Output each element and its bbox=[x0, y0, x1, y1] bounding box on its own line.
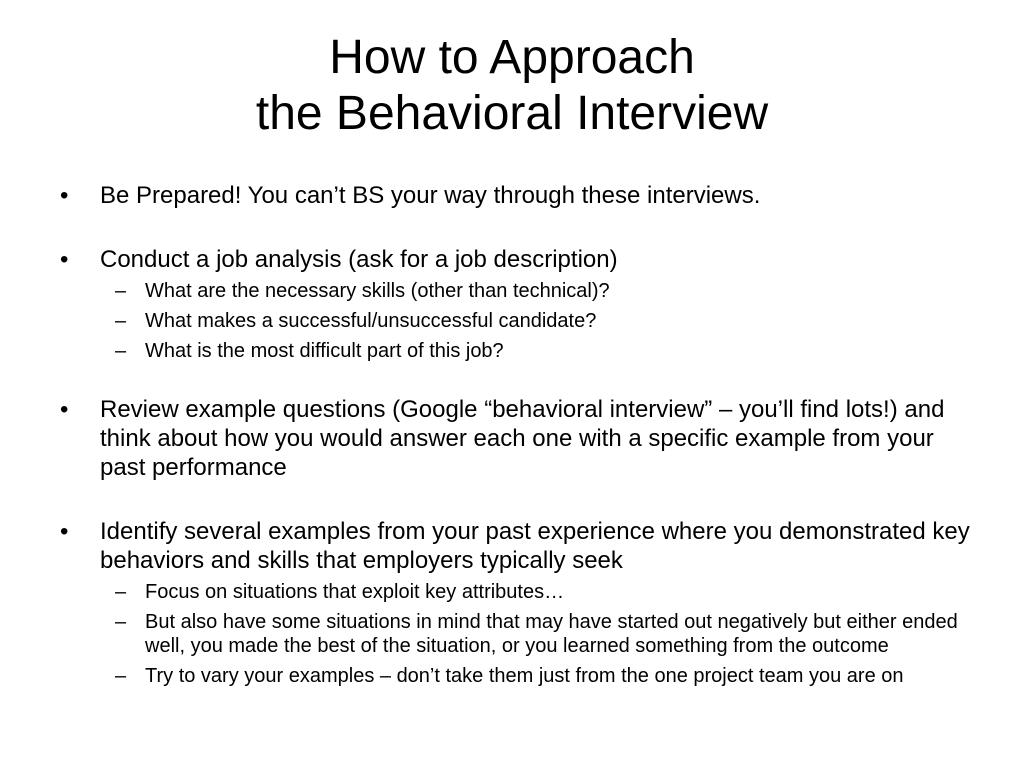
bullet-text: Conduct a job analysis (ask for a job description) bbox=[100, 246, 618, 273]
slide-title-line-1: How to Approach bbox=[329, 31, 695, 84]
sub-bullet-item bbox=[100, 339, 980, 363]
sub-bullet-item bbox=[100, 580, 980, 604]
sub-bullet-marker: – bbox=[115, 310, 127, 332]
sub-bullet-item bbox=[100, 309, 980, 333]
sub-bullet-list bbox=[100, 580, 980, 688]
bullet-item bbox=[60, 395, 980, 482]
sub-bullet-marker: – bbox=[115, 611, 127, 633]
sub-bullet-list bbox=[100, 279, 980, 363]
sub-bullet-item bbox=[100, 610, 980, 658]
slide-title bbox=[0, 30, 1024, 142]
sub-bullet-text: But also have some situations in mind that may have started out negatively but either ended well, you made the best of the situation, or you learned something from the outcome bbox=[145, 611, 958, 657]
bullet-marker: • bbox=[60, 246, 69, 273]
slide-title-line-2: the Behavioral Interview bbox=[255, 87, 769, 140]
bullet-marker: • bbox=[60, 518, 69, 545]
bullet-text: Review example questions (Google “behavioral interview” – you’ll find lots!) and think about how you would answer each one with a specific example from your past performance bbox=[100, 396, 945, 481]
sub-bullet-marker: – bbox=[115, 280, 127, 302]
sub-bullet-text: What are the necessary skills (other than technical)? bbox=[145, 280, 610, 302]
sub-bullet-item bbox=[100, 279, 980, 303]
bullet-marker: • bbox=[60, 396, 69, 423]
bullet-list bbox=[60, 181, 980, 720]
sub-bullet-marker: – bbox=[115, 581, 127, 603]
bullet-item bbox=[60, 517, 980, 688]
sub-bullet-text: What makes a successful/unsuccessful candidate? bbox=[145, 310, 597, 332]
bullet-marker: • bbox=[60, 182, 69, 209]
sub-bullet-text: Try to vary your examples – don’t take them just from the one project team you are on bbox=[145, 665, 904, 687]
bullet-item bbox=[60, 181, 980, 210]
sub-bullet-item bbox=[100, 664, 980, 688]
sub-bullet-marker: – bbox=[115, 665, 127, 687]
bullet-text: Be Prepared! You can’t BS your way through these interviews. bbox=[100, 182, 761, 209]
bullet-item bbox=[60, 245, 980, 363]
sub-bullet-text: Focus on situations that exploit key attributes… bbox=[145, 581, 565, 603]
bullet-text: Identify several examples from your past experience where you demonstrated key behaviors and skills that employers typically seek bbox=[100, 518, 970, 574]
sub-bullet-text: What is the most difficult part of this job? bbox=[145, 340, 504, 362]
sub-bullet-marker: – bbox=[115, 340, 127, 362]
